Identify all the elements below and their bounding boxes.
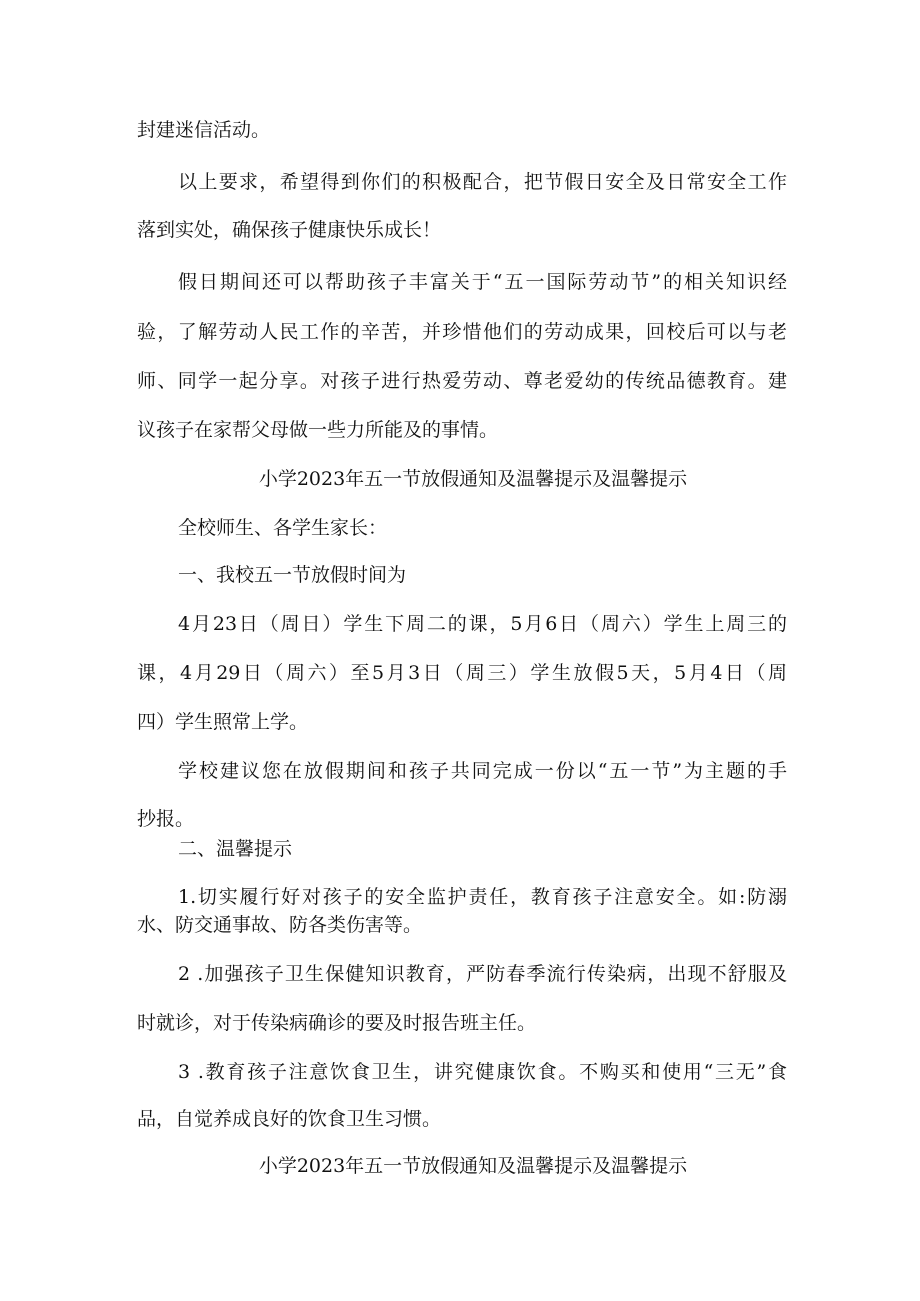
paragraph-line: 封建迷信活动。 (137, 119, 271, 141)
paragraph-line: 议孩子在家帮父母做一些力所能及的事情。 (137, 419, 499, 441)
section-title-text: 小学2023年五一节放假通知及温馨提示及温馨提示 (258, 1155, 688, 1177)
section-heading: 二、温馨提示 (178, 838, 293, 860)
paragraph-line: 落到实处，确保孩子健康快乐成长！ (137, 219, 442, 241)
paragraph-line: 验，了解劳动人民工作的辛苦，并珍惜他们的劳动成果，回校后可以与老 (137, 321, 787, 343)
paragraph-line: 4月23日（周日）学生下周二的课，5月6日（周六）学生上周三的 (178, 613, 787, 635)
section-title (0, 1154, 920, 1178)
paragraph-line: 时就诊，对于传染病确诊的要及时报告班主任。 (137, 1012, 537, 1034)
paragraph-line: 1.切实履行好对孩子的安全监护责任，教育孩子注意安全。如:防溺 (178, 886, 787, 908)
paragraph-line: 假日期间还可以帮助孩子丰富关于“五一国际劳动节”的相关知识经 (178, 271, 787, 293)
section-heading: 一、我校五一节放假时间为 (178, 564, 407, 586)
salutation: 全校师生、各学生家长： (178, 517, 388, 539)
section-title-text: 小学2023年五一节放假通知及温馨提示及温馨提示 (258, 468, 688, 490)
paragraph-line: 2 .加强孩子卫生保健知识教育，严防春季流行传染病，出现不舒服及 (178, 963, 787, 985)
paragraph-line: 以上要求，希望得到你们的积极配合，把节假日安全及日常安全工作 (178, 171, 787, 193)
paragraph-line: 四）学生照常上学。 (137, 711, 309, 733)
paragraph-line: 学校建议您在放假期间和孩子共同完成一份以“五一节”为主题的手 (178, 760, 787, 782)
paragraph-line: 水、防交通事故、防各类伤害等。 (137, 914, 423, 936)
paragraph-line: 抄报。 (137, 808, 195, 830)
section-title (0, 467, 920, 491)
paragraph-line: 课，4月29日（周六）至5月3日（周三）学生放假5天，5月4日（周 (137, 662, 787, 684)
paragraph-line: 师、同学一起分享。对孩子进行热爱劳动、尊老爱幼的传统品德教育。建 (137, 370, 787, 392)
paragraph-line: 3 .教育孩子注意饮食卫生，讲究健康饮食。不购买和使用“三无”食 (178, 1061, 787, 1083)
paragraph-line: 品，自觉养成良好的饮食卫生习惯。 (137, 1108, 442, 1130)
